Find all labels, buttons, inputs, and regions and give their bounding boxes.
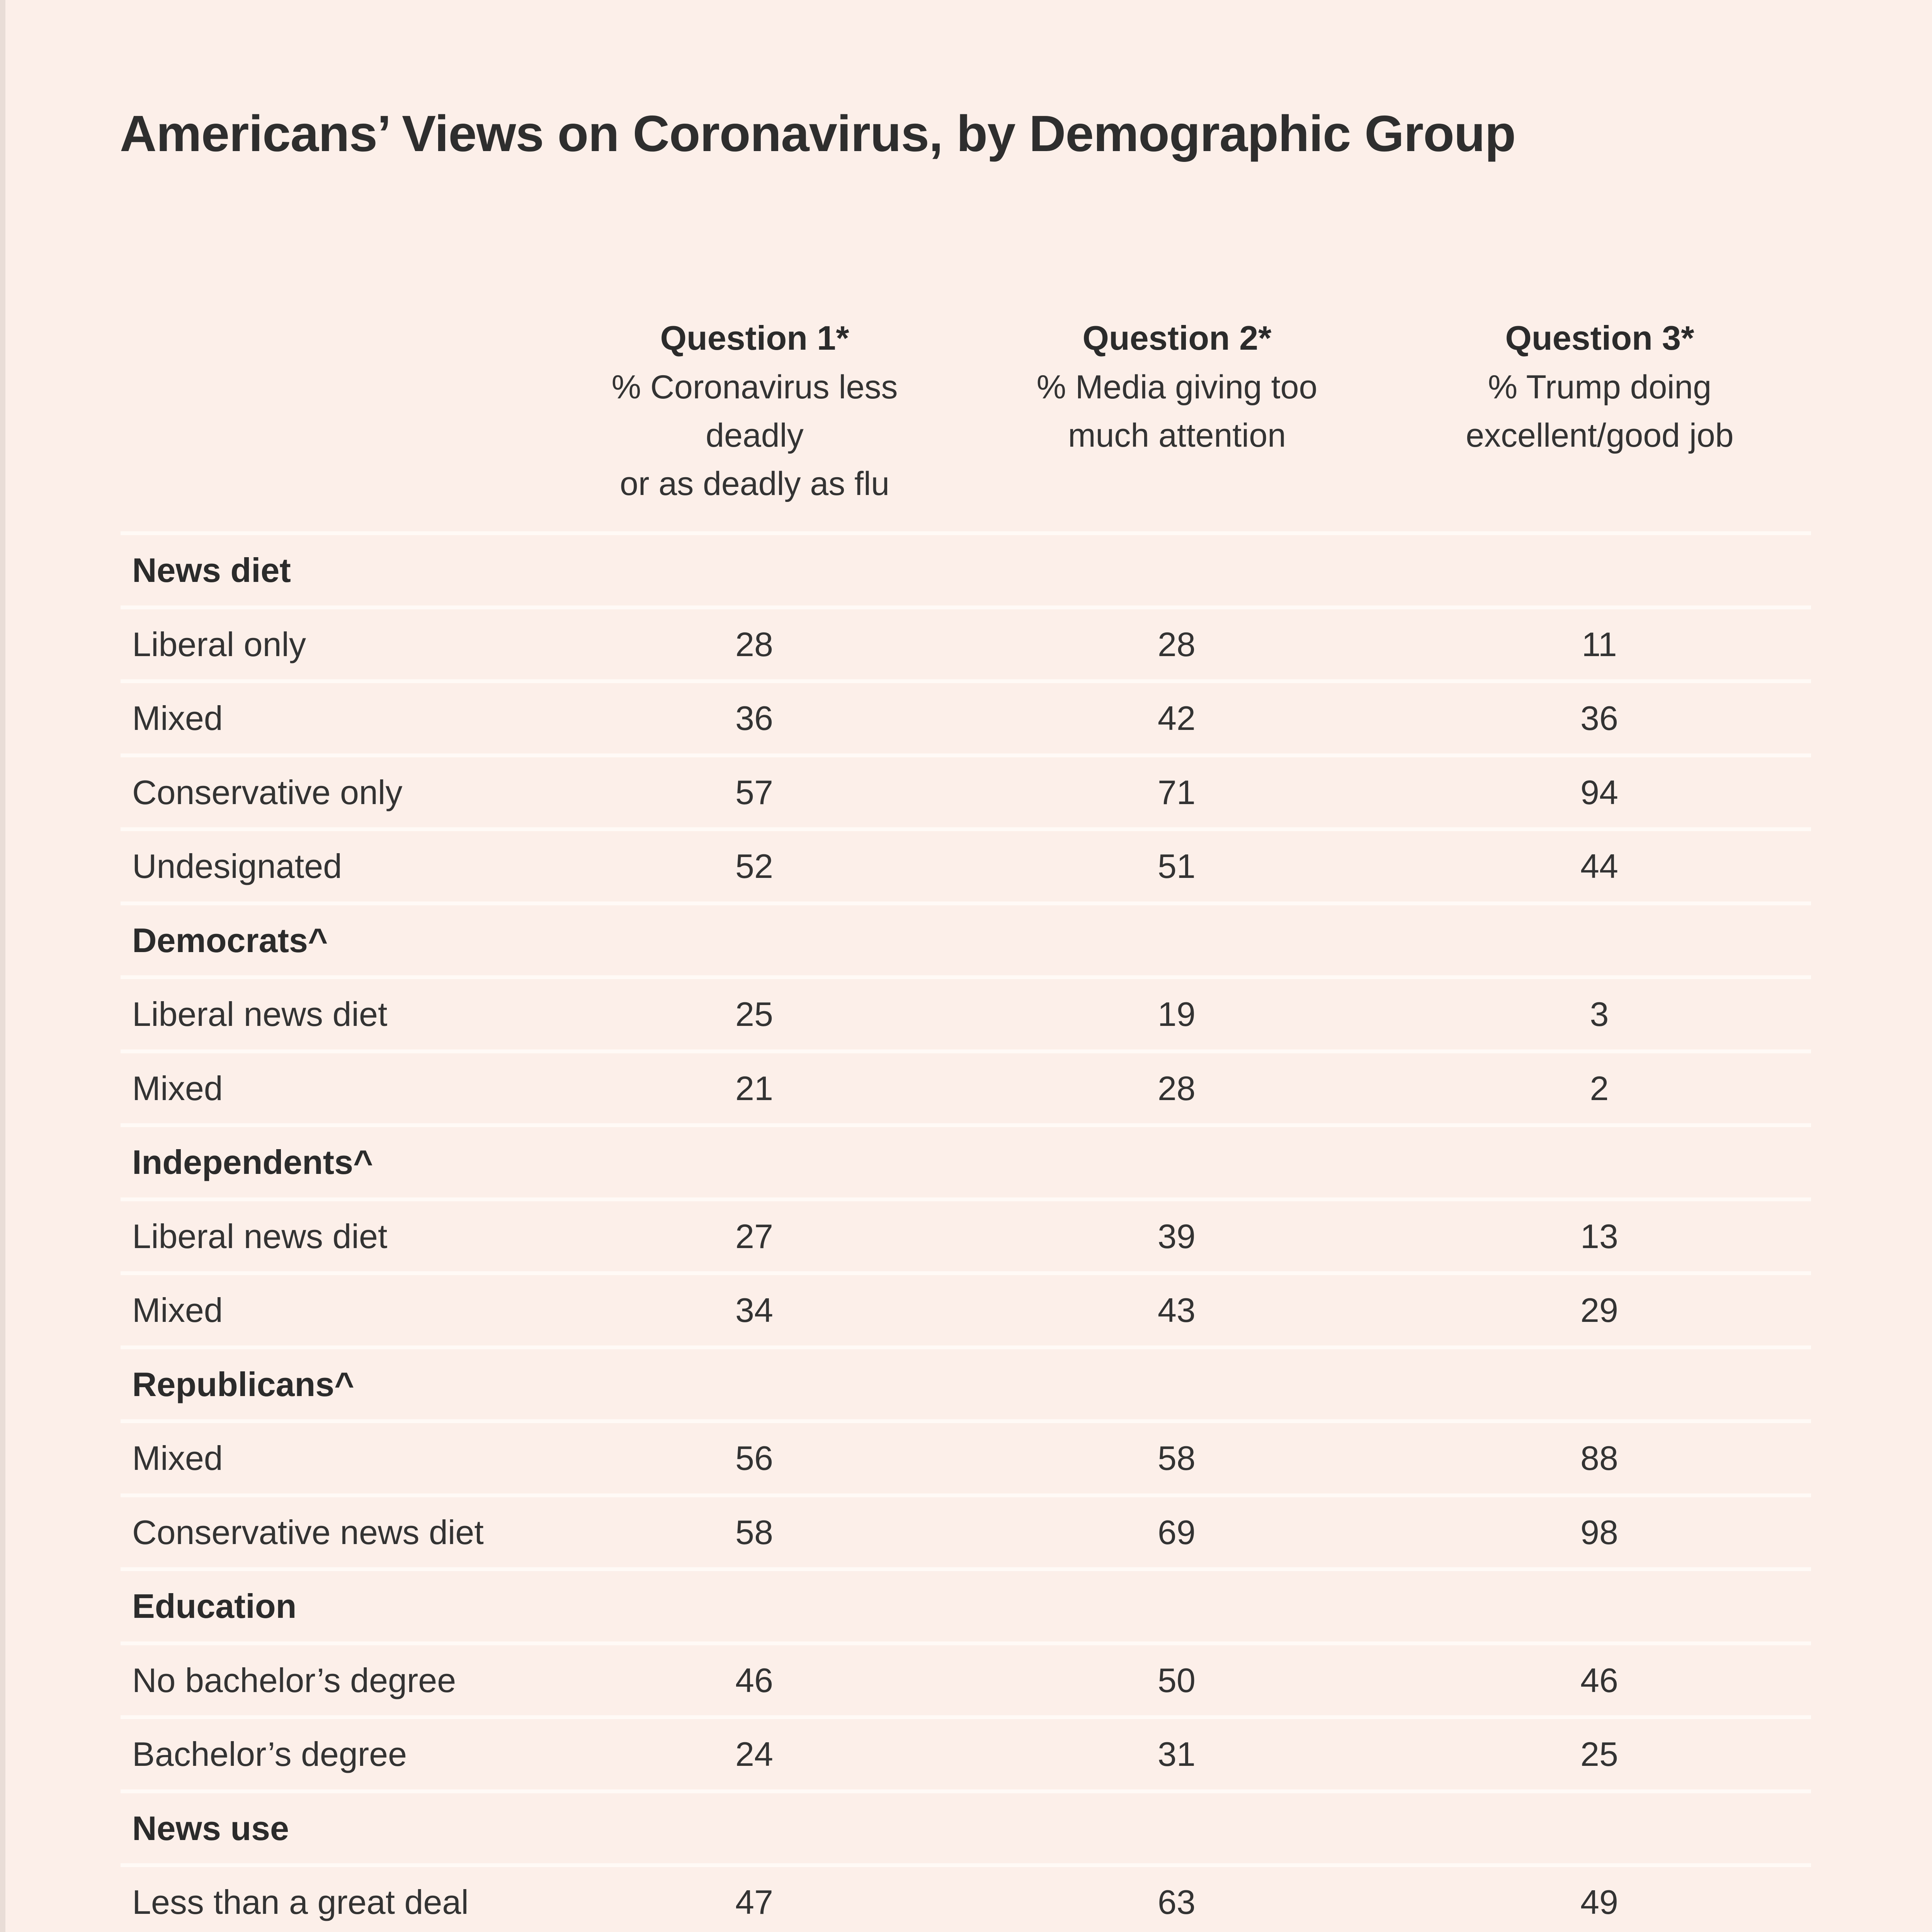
cell-value-q1: 28 [735, 625, 773, 663]
column-header-q2 [1003, 313, 1351, 460]
table-row [121, 1197, 1811, 1272]
cell-value-q2: 28 [1158, 1069, 1196, 1107]
cell-value-q1: 57 [735, 773, 773, 811]
row-label: Conservative news diet [132, 1513, 484, 1551]
row-label: Mixed [132, 1069, 223, 1107]
cell-value-q3: 11 [1582, 625, 1617, 663]
table-row [121, 1419, 1811, 1493]
cell-value-q3: 94 [1580, 773, 1618, 811]
section-label: News use [132, 1809, 289, 1847]
row-label: Bachelor’s degree [132, 1735, 407, 1773]
table-row [121, 827, 1811, 901]
cell-value-q1: 46 [735, 1661, 773, 1699]
section-label: Republicans^ [132, 1365, 354, 1403]
table-row [121, 1271, 1811, 1345]
cell-value-q1: 36 [735, 699, 773, 737]
column-question: Question 2* [1082, 319, 1272, 357]
cell-value-q2: 28 [1158, 625, 1196, 663]
page-title: Americans’ Views on Coronavirus, by Demographic Group [120, 105, 1516, 162]
cell-value-q3: 44 [1580, 847, 1618, 885]
cell-value-q2: 19 [1158, 995, 1196, 1033]
section-label: Independents^ [132, 1143, 373, 1181]
cell-value-q3: 49 [1580, 1883, 1618, 1921]
column-description-line: excellent/good job [1466, 417, 1734, 454]
data-table [121, 531, 1811, 1932]
cell-value-q2: 58 [1158, 1439, 1196, 1477]
cell-value-q2: 63 [1158, 1883, 1196, 1921]
cell-value-q2: 51 [1158, 847, 1196, 885]
column-description-line: % Trump doing [1488, 369, 1712, 406]
table-row [121, 1715, 1811, 1789]
cell-value-q1: 21 [735, 1069, 773, 1107]
cell-value-q2: 43 [1158, 1291, 1196, 1329]
cell-value-q2: 50 [1158, 1661, 1196, 1699]
cell-value-q2: 71 [1158, 773, 1196, 811]
cell-value-q1: 47 [735, 1883, 773, 1921]
row-label: Conservative only [132, 773, 403, 811]
column-description-line: or as deadly as flu [620, 465, 889, 502]
table-row [121, 605, 1811, 680]
table-row [121, 753, 1811, 828]
column-description [581, 363, 929, 508]
table-row [121, 1863, 1811, 1932]
cell-value-q3: 3 [1590, 995, 1609, 1033]
section-label: Education [132, 1587, 297, 1625]
table-row [121, 1049, 1811, 1124]
row-label: Mixed [132, 699, 223, 737]
cell-value-q3: 88 [1580, 1439, 1618, 1477]
cell-value-q3: 29 [1580, 1291, 1618, 1329]
section-label: Democrats^ [132, 921, 328, 959]
row-label: Mixed [132, 1291, 223, 1329]
table-row [121, 679, 1811, 753]
cell-value-q3: 46 [1580, 1661, 1618, 1699]
row-label: Liberal only [132, 625, 306, 663]
cell-value-q2: 42 [1158, 699, 1196, 737]
cell-value-q1: 24 [735, 1735, 773, 1773]
cell-value-q1: 34 [735, 1291, 773, 1329]
row-label: No bachelor’s degree [132, 1661, 456, 1699]
cell-value-q3: 36 [1580, 699, 1618, 737]
cell-value-q3: 25 [1580, 1735, 1618, 1773]
cell-value-q2: 39 [1158, 1217, 1196, 1255]
row-label: Mixed [132, 1439, 223, 1477]
column-description [1003, 363, 1351, 460]
cell-value-q2: 31 [1158, 1735, 1196, 1773]
column-question: Question 3* [1505, 319, 1694, 357]
cell-value-q3: 98 [1580, 1513, 1618, 1551]
cell-value-q1: 58 [735, 1513, 773, 1551]
cell-value-q2: 69 [1158, 1513, 1196, 1551]
section-header-row [121, 1123, 1811, 1197]
column-description-line: % Coronavirus less deadly [611, 369, 898, 454]
section-header-row [121, 1567, 1811, 1641]
row-label: Liberal news diet [132, 1217, 388, 1255]
row-label: Undesignated [132, 847, 342, 885]
section-label: News diet [132, 551, 291, 589]
section-header-row [121, 531, 1811, 605]
table-row [121, 1641, 1811, 1716]
cell-value-q3: 13 [1580, 1217, 1618, 1255]
section-header-row [121, 901, 1811, 976]
cell-value-q1: 56 [735, 1439, 773, 1477]
column-header-q3 [1426, 313, 1774, 460]
page-edge [0, 0, 5, 1932]
table-row [121, 1493, 1811, 1568]
column-header-q1 [581, 313, 929, 508]
cell-value-q1: 25 [735, 995, 773, 1033]
section-header-row [121, 1345, 1811, 1420]
cell-value-q1: 27 [735, 1217, 773, 1255]
cell-value-q1: 52 [735, 847, 773, 885]
row-label: Less than a great deal [132, 1883, 469, 1921]
section-header-row [121, 1789, 1811, 1864]
column-description-line: much attention [1068, 417, 1286, 454]
cell-value-q3: 2 [1590, 1069, 1609, 1107]
column-description-line: % Media giving too [1036, 369, 1318, 406]
table-row [121, 975, 1811, 1049]
row-label: Liberal news diet [132, 995, 388, 1033]
column-description [1426, 363, 1774, 460]
column-question: Question 1* [660, 319, 849, 357]
